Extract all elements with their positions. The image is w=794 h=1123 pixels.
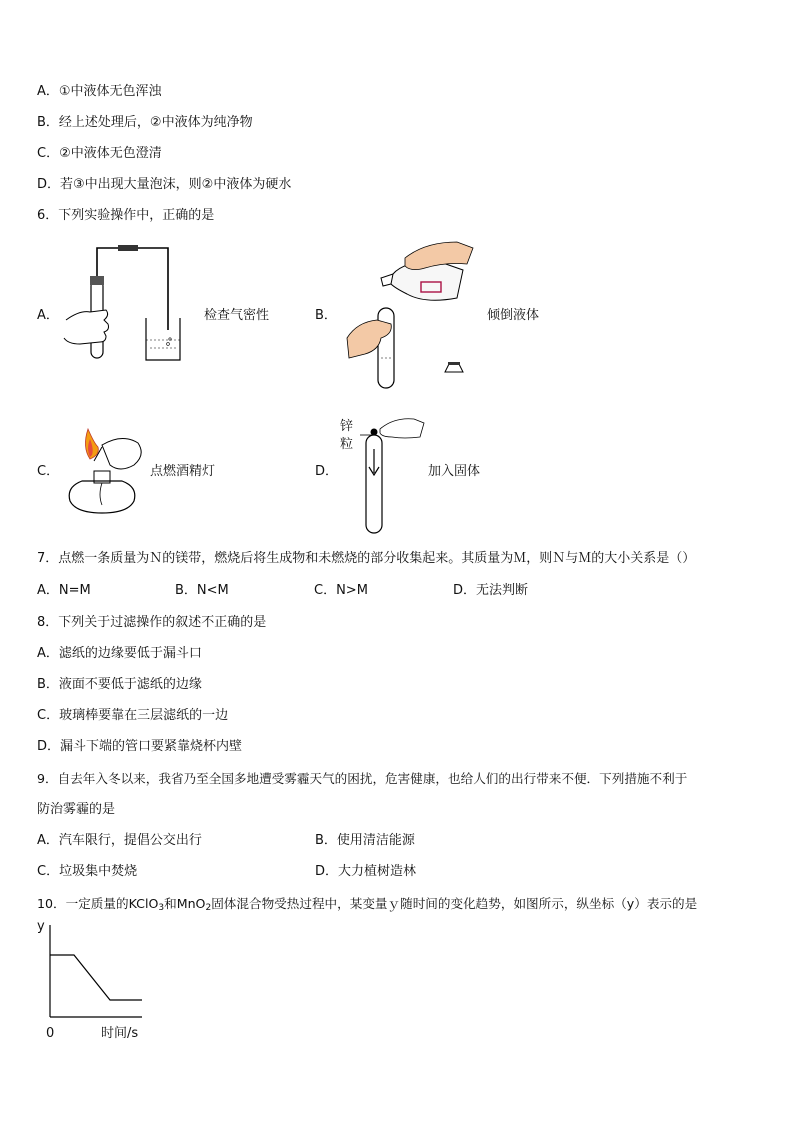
q6-d-caption: 加入固体 bbox=[428, 464, 481, 479]
q5-option-b: B．经上述处理后，②中液体为纯净物 bbox=[37, 115, 253, 130]
q10-stem bbox=[37, 895, 697, 917]
q8-option-b: B．液面不要低于滤纸的边缘 bbox=[37, 677, 202, 692]
graph-y-label: y bbox=[37, 919, 45, 934]
q7-option-a: A．N=M bbox=[37, 583, 91, 598]
graph-x-label: 时间/s bbox=[101, 1026, 139, 1041]
q10-stem-part-c: 固体混合物受热过程中，某变量ｙ随时间的变化趋势，如图所示，纵坐标（y）表示的是 bbox=[211, 896, 698, 911]
q6-b-letter: B． bbox=[315, 308, 337, 323]
q5-option-a: A．①中液体无色浑浊 bbox=[37, 84, 162, 99]
q7-option-c: C．N>M bbox=[314, 583, 368, 598]
q6-a-caption: 检查气密性 bbox=[204, 308, 270, 323]
q6-a-letter: A． bbox=[37, 308, 59, 323]
lighting-alcohol-lamp-illustration bbox=[62, 425, 144, 517]
q10-subscript-2: 2 bbox=[205, 903, 212, 913]
q5-option-c: C．②中液体无色澄清 bbox=[37, 146, 162, 161]
q5-option-d: D．若③中出现大量泡沫，则②中液体为硬水 bbox=[37, 177, 292, 192]
q6-c-caption: 点燃酒精灯 bbox=[150, 464, 216, 479]
q10-stem-part-a: 10．一定质量的KClO bbox=[37, 896, 159, 911]
q8-option-d: D．漏斗下端的管口要紧靠烧杯内壁 bbox=[37, 739, 243, 754]
q9-stem-line1: 9．自去年入冬以来，我省乃至全国多地遭受雾霾天气的困扰，危害健康，也给人们的出行带来不便．下列措施不利于 bbox=[37, 771, 688, 786]
q8-option-a: A．滤纸的边缘要低于漏斗口 bbox=[37, 646, 202, 661]
graph-curve bbox=[50, 955, 142, 1000]
q8-stem: 8．下列关于过滤操作的叙述不正确的是 bbox=[37, 615, 267, 630]
q9-option-d: D．大力植树造林 bbox=[315, 864, 417, 879]
adding-solid-illustration bbox=[358, 415, 428, 535]
q10-stem-part-b: 和MnO bbox=[164, 896, 206, 911]
pouring-liquid-illustration bbox=[345, 238, 475, 388]
zinc-label-top: 锌 bbox=[340, 419, 354, 434]
q9-option-a: A．汽车限行，提倡公交出行 bbox=[37, 833, 202, 848]
y-vs-time-graph bbox=[40, 925, 150, 1025]
q9-option-b: B．使用清洁能源 bbox=[315, 833, 415, 848]
q6-d-letter: D． bbox=[315, 464, 339, 479]
q7-option-b: B．N<M bbox=[175, 583, 229, 598]
q9-option-c: C．垃圾集中焚烧 bbox=[37, 864, 138, 879]
q6-stem: 6．下列实验操作中，正确的是 bbox=[37, 208, 215, 223]
q7-option-d: D．无法判断 bbox=[453, 583, 529, 598]
q8-option-c: C．玻璃棒要靠在三层滤纸的一边 bbox=[37, 708, 229, 723]
q9-stem-line2: 防治雾霾的是 bbox=[37, 802, 116, 817]
graph-origin-label: 0 bbox=[46, 1026, 55, 1041]
airtightness-check-illustration bbox=[60, 240, 190, 365]
q10-subscript-1: 3 bbox=[158, 903, 165, 913]
zinc-label-bottom: 粒 bbox=[340, 437, 354, 452]
q7-stem: 7．点燃一条质量为Ｎ的镁带，燃烧后将生成物和未燃烧的部分收集起来。其质量为Ｍ，则Ｎ与Ｍ的大小关系是（） bbox=[37, 551, 696, 566]
q6-b-caption: 倾倒液体 bbox=[487, 308, 540, 323]
q6-c-letter: C． bbox=[37, 464, 60, 479]
